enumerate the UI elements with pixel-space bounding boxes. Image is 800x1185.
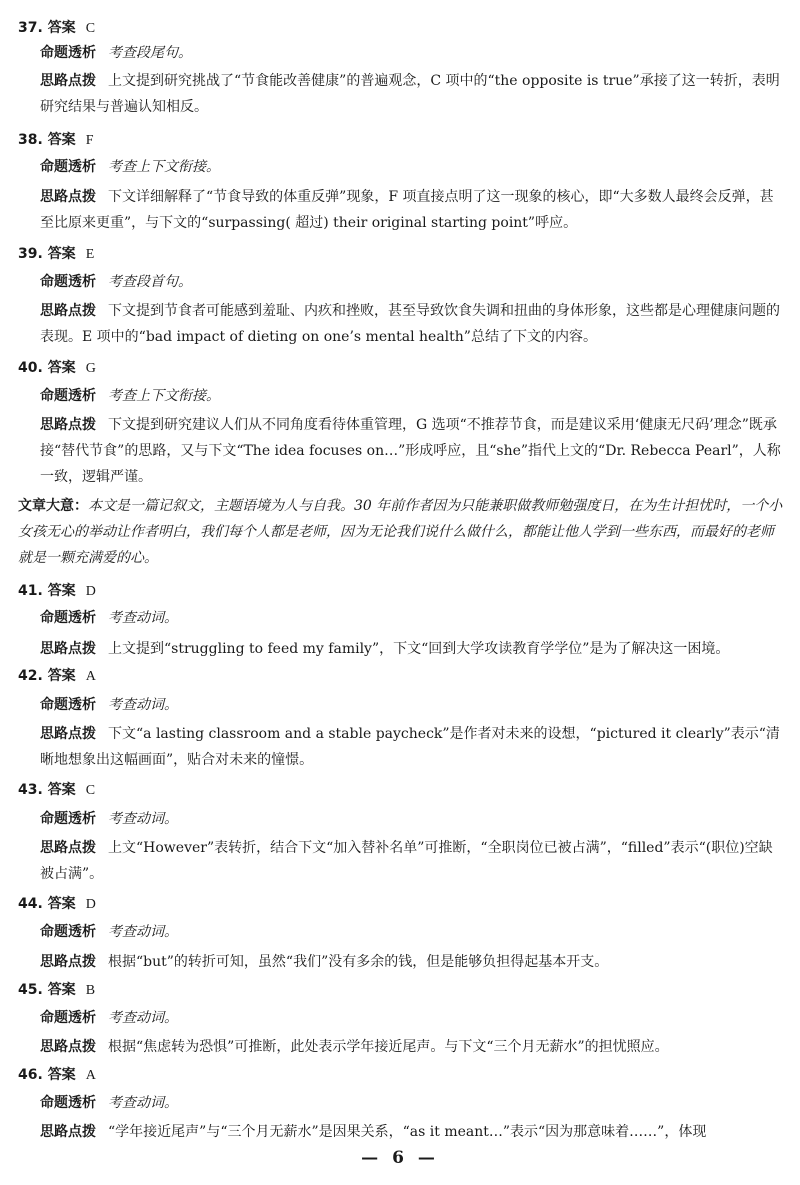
tips-row: 思路点拨 “学年接近尾声”与“三个月无薪水”是因果关系，“as it meant…”表示“因为那意味着……”，体现 bbox=[40, 1124, 707, 1140]
analysis-row: 命题透析 考查段尾句。 bbox=[40, 45, 192, 61]
answer-header: 45. 答案 B bbox=[18, 982, 96, 998]
tips-row: 思路点拨 上文提到“struggling to feed my family”，下文“回到大学攻读教育学学位”是为了解决这一困境。 bbox=[40, 641, 730, 657]
analysis-row: 命题透析 考查动词。 bbox=[40, 697, 178, 713]
analysis-row: 命题透析 考查段首句。 bbox=[40, 274, 192, 290]
answer-header: 42. 答案 A bbox=[18, 668, 96, 684]
analysis-row: 命题透析 考查动词。 bbox=[40, 924, 178, 940]
answer-header: 37. 答案 C bbox=[18, 20, 96, 36]
tips-row: 思路点拨 根据“焦虑转为恐惧”可推断，此处表示学年接近尾声。与下文“三个月无薪水”的担忧照应。 bbox=[40, 1039, 669, 1055]
answer-header: 38. 答案 F bbox=[18, 132, 94, 148]
analysis-row: 命题透析 考查上下文衔接。 bbox=[40, 159, 220, 175]
answer-header: 41. 答案 D bbox=[18, 583, 96, 599]
analysis-row: 命题透析 考查动词。 bbox=[40, 610, 178, 626]
tips-row: 思路点拨 上文提到研究挑战了“节食能改善健康”的普遍观念，C 项中的“the opposite is true”承接了这一转折，表明研究结果与普遍认知相反。 bbox=[40, 73, 780, 115]
tips-row: 思路点拨 上文“However”表转折，结合下文“加入替补名单”可推断，“全职岗位已被占满”，“filled”表示“(职位)空缺被占满”。 bbox=[40, 840, 773, 882]
analysis-row: 命题透析 考查动词。 bbox=[40, 811, 178, 827]
analysis-row: 命题透析 考查动词。 bbox=[40, 1095, 178, 1111]
article-summary: 文章大意：本文是一篇记叙文，主题语境为人与自我。30 年前作者因为只能兼职做教师勉强度日，在为生计担忧时，一个小女孩无心的举动让作者明白，我们每个人都是老师，因为无论我们说什么做什么，都能让他人学到一些东西，而最好的老师就是一颗充满爱的心。 bbox=[18, 498, 783, 566]
tips-row: 思路点拨 下文详细解释了“节食导致的体重反弹”现象，F 项直接点明了这一现象的核心，即“大多数人最终会反弹，甚至比原来更重”，与下文的“surpassing( 超过) their original starting point”呼应。 bbox=[40, 189, 774, 231]
answer-header: 43. 答案 C bbox=[18, 782, 96, 798]
tips-row: 思路点拨 下文提到研究建议人们从不同角度看待体重管理，G 选项“不推荐节食，而是建议采用‘健康无尺码’理念”既承接“替代节食”的思路，又与下文“The idea focuses on…”形成呼应，且“she”指代上文的“Dr. Rebecca Pearl”，人称一致，逻辑严谨。 bbox=[40, 417, 781, 485]
tips-row: 思路点拨 根据“but”的转折可知，虽然“我们”没有多余的钱，但是能够负担得起基本开支。 bbox=[40, 954, 609, 970]
analysis-row: 命题透析 考查动词。 bbox=[40, 1010, 178, 1026]
tips-row: 思路点拨 下文“a lasting classroom and a stable paycheck”是作者对未来的设想，“pictured it clearly”表示“清晰地想象出这幅画面”，贴合对未来的憧憬。 bbox=[40, 726, 780, 768]
answer-header: 44. 答案 D bbox=[18, 896, 96, 912]
answer-header: 46. 答案 A bbox=[18, 1067, 96, 1083]
answer-header: 39. 答案 E bbox=[18, 246, 95, 262]
page-number: — 6 — bbox=[361, 1148, 439, 1168]
analysis-row: 命题透析 考查上下文衔接。 bbox=[40, 388, 220, 404]
tips-row: 思路点拨 下文提到节食者可能感到羞耻、内疚和挫败，甚至导致饮食失调和扭曲的身体形象，这些都是心理健康问题的表现。E 项中的“bad impact of dieting on one’s mental health”总结了下文的内容。 bbox=[40, 303, 780, 345]
answer-header: 40. 答案 G bbox=[18, 360, 96, 376]
